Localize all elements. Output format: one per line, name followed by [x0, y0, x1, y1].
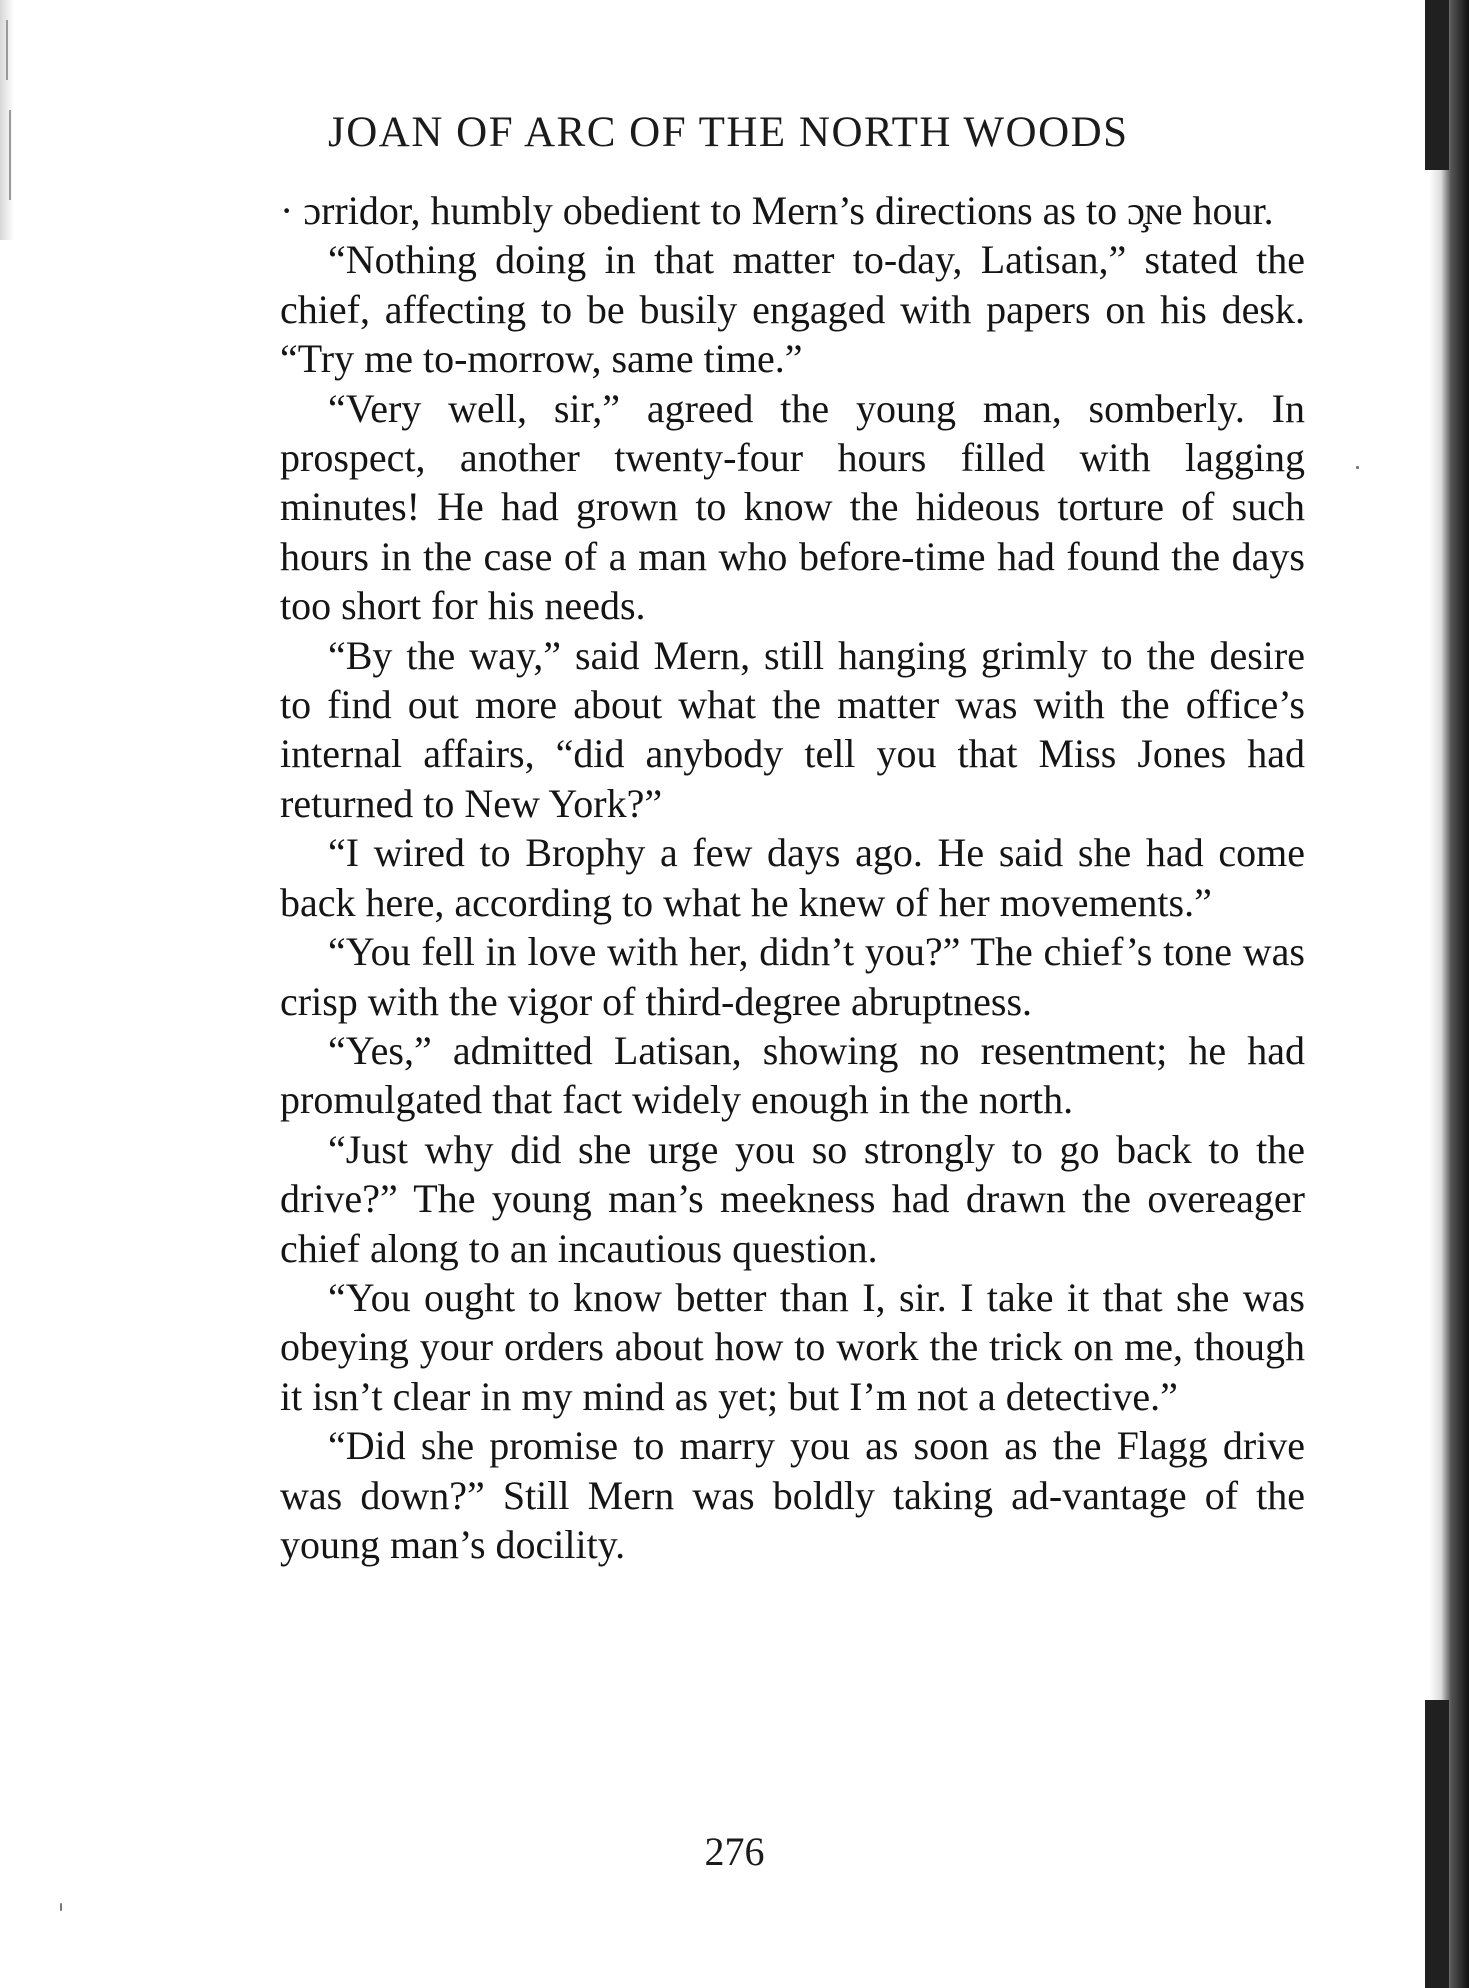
paragraph: “Nothing doing in that matter to-day, Latisan,” stated the chief, affecting to be busily engaged with papers on his desk. “Try me to-morrow, same time.”	[280, 237, 1305, 382]
scan-right-edge	[1429, 0, 1469, 1988]
paragraph: · ɔrridor, humbly obedient to Mern’s directions as to ɔ̧ɴe hour.	[280, 188, 1274, 233]
paragraph: “I wired to Brophy a few days ago. He said she had come back here, according to what he knew of her movements.”	[280, 830, 1305, 925]
paragraph: “Very well, sir,” agreed the young man, somberly. In prospect, another twenty-four hours filled with lagging minutes! He had grown to know the hideous torture of such hours in the case of a man who before-time had found the days too short for his needs.	[280, 385, 1305, 629]
body-text	[280, 186, 1305, 1569]
scan-speck	[60, 1903, 62, 1911]
paragraph: “Yes,” admitted Latisan, showing no resentment; he had promulgated that fact widely enough in the north.	[280, 1027, 1305, 1123]
running-head: JOAN OF ARC OF THE NORTH WOODS	[328, 109, 1129, 156]
scan-speck	[1356, 466, 1359, 469]
paragraph: “Just why did she urge you so strongly to go back to the drive?” The young man’s meekness had drawn the overeager chief along to an incautious question.	[280, 1126, 1305, 1271]
scan-edge-mark	[6, 20, 8, 80]
paragraph: “By the way,” said Mern, still hanging grimly to the desire to find out more about what the matter was with the office’s internal affairs, “did anybody tell you that Miss Jones had returned to New York?”	[280, 632, 1305, 826]
paragraph: “Did she promise to marry you as soon as the Flagg drive was down?” Still Mern was boldly taking ad-vantage of the young man’s docility.	[280, 1423, 1305, 1567]
scan-left-edge	[0, 0, 14, 240]
paragraph: “You ought to know better than I, sir. I take it that she was obeying your orders about how to work the trick on me, though it isn’t clear in my mind as yet; but I’m not a detective.”	[280, 1274, 1305, 1419]
scan-edge-mark	[9, 110, 11, 200]
page-number: 276	[704, 1829, 765, 1874]
paragraph: “You fell in love with her, didn’t you?” The chief’s tone was crisp with the vigor of third-degree abruptness.	[280, 929, 1305, 1024]
scan-edge-shadow	[1425, 0, 1449, 170]
